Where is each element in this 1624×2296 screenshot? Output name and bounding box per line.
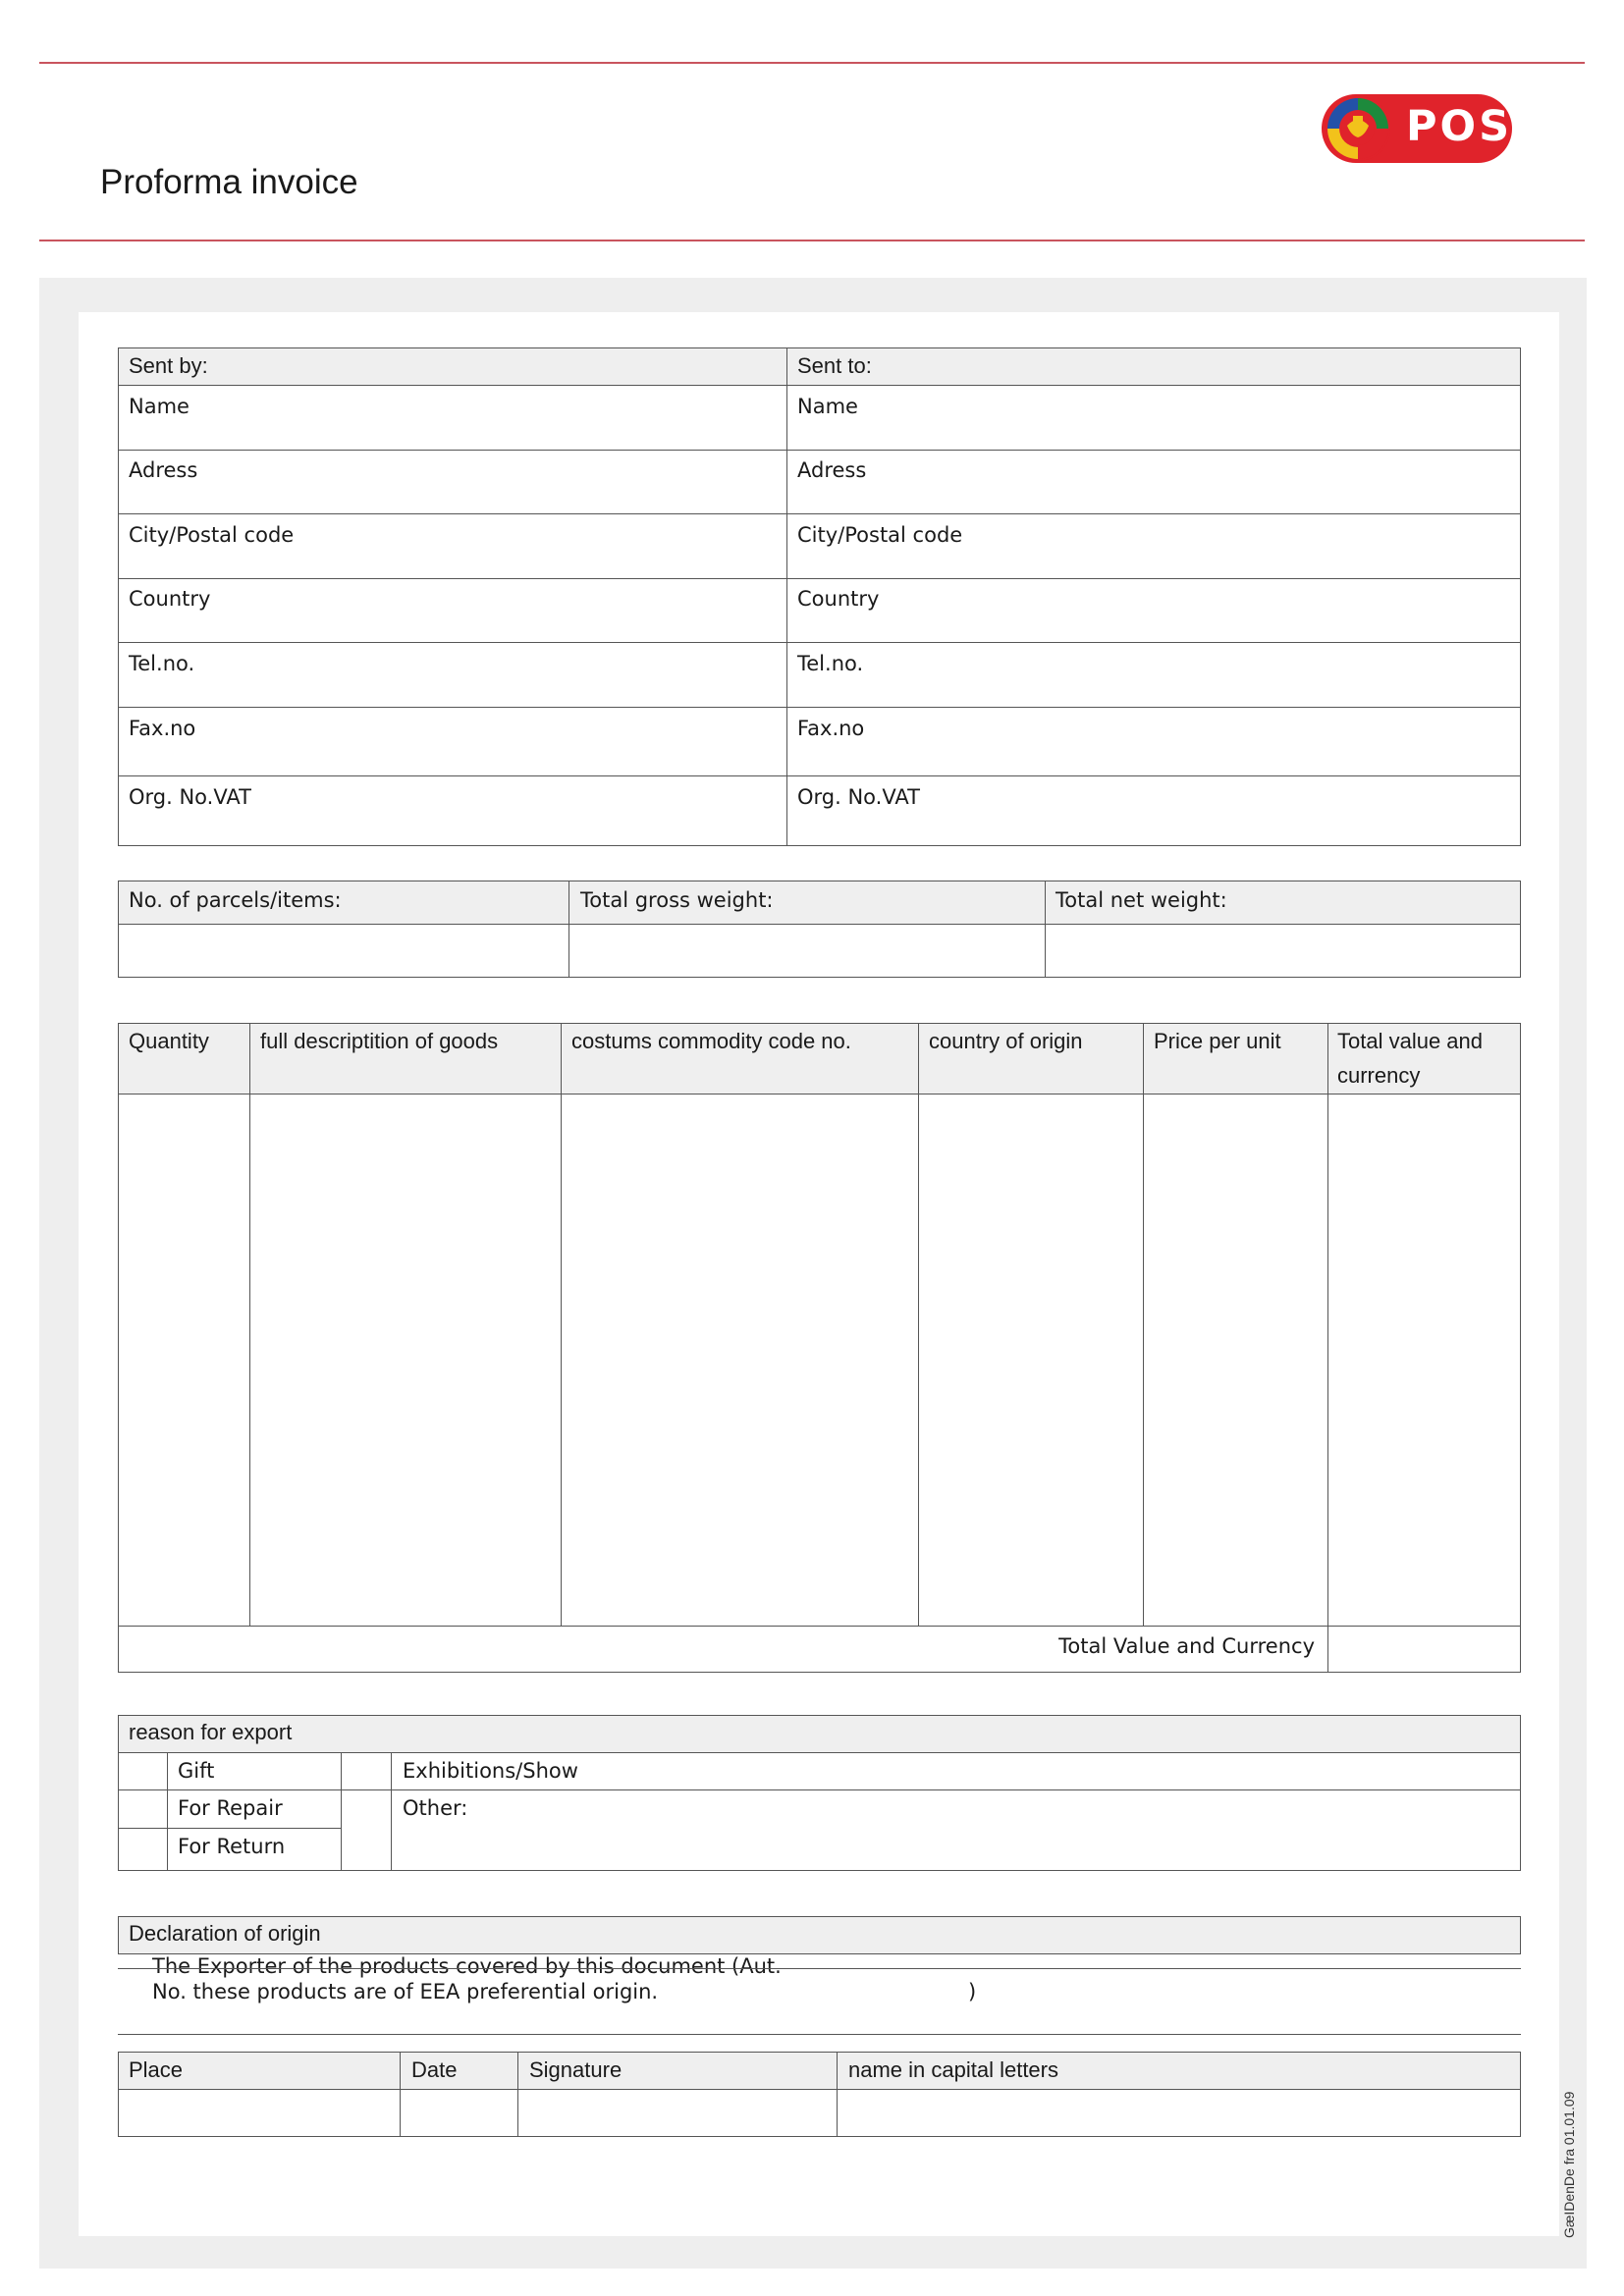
- sender-tel-label: Tel.no.: [129, 652, 195, 675]
- col-price-unit: Price per unit: [1154, 1029, 1281, 1053]
- option-repair: For Repair: [178, 1796, 283, 1820]
- col-country-origin: country of origin: [929, 1029, 1083, 1053]
- col-description: full descriptition of goods: [260, 1029, 499, 1053]
- sender-fax-label: Fax.no: [129, 717, 196, 740]
- total-value-label: Total Value and Currency: [1058, 1634, 1315, 1658]
- top-rule: [39, 62, 1585, 64]
- declaration-line-2: No. these products are of EEA preferential origin.: [152, 1980, 659, 2003]
- logo-text: POST: [1406, 102, 1544, 151]
- recipient-address-label: Adress: [797, 458, 867, 482]
- declaration-line-1: The Exporter of the products covered by this document (Aut.: [152, 1954, 782, 1978]
- sender-name-label: Name: [129, 395, 189, 418]
- sender-city-label: City/Postal code: [129, 523, 295, 547]
- option-exhibition: Exhibitions/Show: [403, 1759, 578, 1783]
- gross-weight-label: Total gross weight:: [580, 888, 774, 912]
- option-return: For Return: [178, 1835, 286, 1858]
- page-title: Proforma invoice: [100, 163, 358, 201]
- form-version-note: GæIDenDe fra 01.01.09: [1561, 2091, 1577, 2238]
- sender-vat-label: Org. No.VAT: [129, 785, 251, 809]
- sender-address-label: Adress: [129, 458, 198, 482]
- col-total-value: Total value and: [1337, 1029, 1483, 1053]
- col-signature: Signature: [529, 2057, 623, 2082]
- col-place: Place: [129, 2057, 184, 2082]
- sender-country-label: Country: [129, 587, 211, 611]
- declaration-close-paren: ): [968, 1980, 977, 2003]
- option-gift: Gift: [178, 1759, 215, 1783]
- col-date: Date: [411, 2057, 458, 2082]
- recipient-name-label: Name: [797, 395, 858, 418]
- post-emblem-icon: [1326, 96, 1390, 161]
- declaration-heading: Declaration of origin: [129, 1921, 321, 1946]
- net-weight-label: Total net weight:: [1056, 888, 1227, 912]
- col-total-value-currency: currency: [1337, 1063, 1421, 1088]
- col-commodity-code: costums commodity code no.: [571, 1029, 851, 1053]
- reason-heading: reason for export: [129, 1720, 293, 1744]
- header-bottom-rule: [39, 240, 1585, 241]
- recipient-tel-label: Tel.no.: [797, 652, 864, 675]
- recipient-heading: Sent to:: [797, 353, 872, 378]
- recipient-city-label: City/Postal code: [797, 523, 963, 547]
- recipient-fax-label: Fax.no: [797, 717, 865, 740]
- recipient-country-label: Country: [797, 587, 880, 611]
- parcels-label: No. of parcels/items:: [129, 888, 342, 912]
- option-other: Other:: [403, 1796, 468, 1820]
- col-name-capitals: name in capital letters: [848, 2057, 1058, 2082]
- sender-heading: Sent by:: [129, 353, 208, 378]
- recipient-vat-label: Org. No.VAT: [797, 785, 920, 809]
- col-quantity: Quantity: [129, 1029, 209, 1053]
